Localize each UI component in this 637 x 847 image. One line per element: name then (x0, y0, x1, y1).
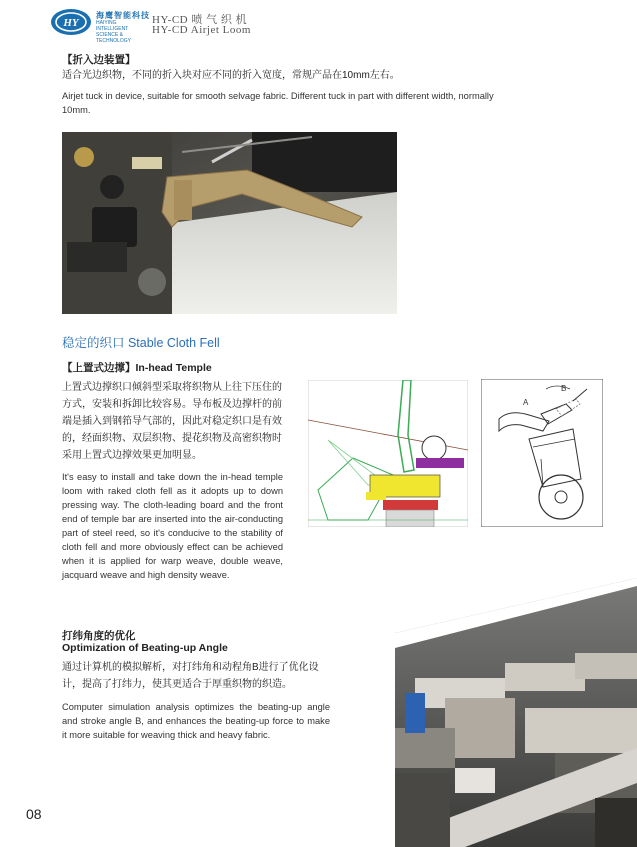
beating-up-title-cn: 打纬角度的优化 (62, 630, 136, 642)
tuck-device-photo (62, 132, 397, 314)
weaving-workshop-photo (395, 578, 637, 847)
stable-cloth-fell-title: 稳定的织口 Stable Cloth Fell (62, 336, 220, 350)
page-number: 08 (26, 806, 42, 822)
header-title-en: HY-CD Airjet Loom (152, 24, 251, 36)
company-logo-mark (50, 8, 92, 36)
angle-b-label: B (561, 384, 567, 393)
beating-up-en-text: Computer simulation analysis optimizes the beating-up angle and stroke angle B, and enhances the beating-up force to make it more suitable for weaving thick and heavy fabric. (62, 702, 330, 740)
beating-up-title-en: Optimization of Beating-up Angle (62, 642, 228, 654)
tuck-device-cn-text: 适合光边织物，不同的折入块对应不同的折入宽度，常规产品在10mm左右。 (62, 70, 400, 81)
beating-up-cn-text: 通过计算机的模拟解析，对打纬角和动程角B进行了优化设计，提高了打纬力，使其更适合于厚重织物的织造。 (62, 662, 319, 690)
logo-english-name: HAIYING INTELLIGENT SCIENCE & TECHNOLOGY (96, 20, 132, 44)
beating-up-angle-diagram (481, 379, 603, 527)
tuck-device-en-text: Airjet tuck in device, suitable for smooth selvage fabric. Different tuck in part with different width, normally 10mm. (62, 91, 494, 115)
svg-text:HY: HY (63, 17, 79, 29)
tuck-device-title: 【折入边装置】 (62, 54, 136, 66)
header-title-cn: HY-CD 喷 气 织 机 (152, 14, 248, 26)
in-head-temple-en-text: It's easy to install and take down the in-head temple loom with raked cloth fell as it adopts up to down pressing way. The cloth-leading board and the front end of temple bar are inserted into the air-conducting part of steel reed, so it's conducive to the stability of cloth fell and more obviously effect can be achieved when it is applied for warp weave, double weave, jacquard weave and high density weave. (62, 472, 283, 580)
temple-cad-diagram (308, 380, 468, 527)
in-head-temple-cn-text: 上置式边撑织口倾斜型采取将织物从上往下压住的方式，安装和拆卸比较容易。导布板及边撑杆的前端是插入到钢筘导气部的，因此对稳定织口是有效的，经面织物、双层织物、提花织物及高密织物时采用上置式边撑效果更加明显。 (62, 382, 282, 461)
in-head-temple-title: 【上置式边撑】In-head Temple (62, 362, 212, 374)
logo-chinese-name: 海鹰智能科技 (96, 11, 150, 20)
angle-a-label: A (523, 398, 529, 407)
